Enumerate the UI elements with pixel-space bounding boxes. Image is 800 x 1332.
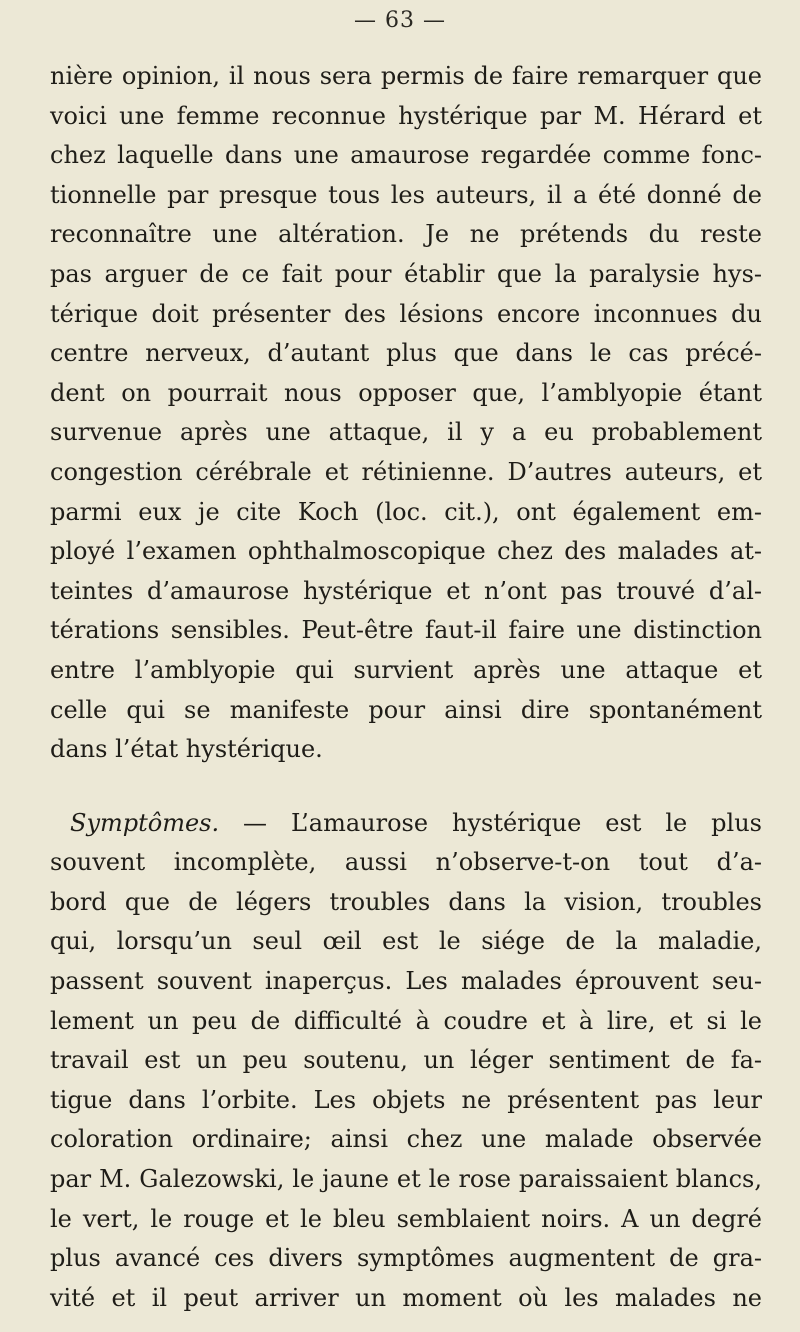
text-line: tigue dans l’orbite. Les objets ne présentent pas leur bbox=[50, 1085, 762, 1114]
text-line: centre nerveux, d’autant plus que dans le cas précé- bbox=[50, 339, 762, 368]
text-line: congestion cérébrale et rétinienne. D’autres auteurs, et bbox=[50, 457, 762, 486]
text-line: survenue après une attaque, il y a eu probablement bbox=[50, 418, 762, 447]
text-line: pas arguer de ce fait pour établir que la paralysie hys- bbox=[50, 259, 762, 288]
text-line: voici une femme reconnue hystérique par M. Hérard et bbox=[50, 101, 762, 130]
text-line: nière opinion, il nous sera permis de faire remarquer que bbox=[50, 62, 762, 90]
text-line: plus avancé ces divers symptômes augmentent de gra- bbox=[50, 1244, 762, 1273]
text-line: souvent incomplète, aussi n’observe-t-on tout d’a- bbox=[50, 848, 762, 877]
text-line: reconnaître une altération. Je ne prétends du reste bbox=[50, 220, 762, 249]
text-line: par M. Galezowski, le jaune et le rose paraissaient blancs, bbox=[50, 1165, 762, 1194]
text-line: tionnelle par presque tous les auteurs, il a été donné de bbox=[50, 180, 762, 209]
text-line: ployé l’examen ophthalmoscopique chez des malades at- bbox=[50, 537, 762, 566]
text-line: lement un peu de difficulté à coudre et à lire, et si le bbox=[50, 1006, 762, 1035]
text-line: térations sensibles. Peut-être faut-il faire une distinction bbox=[50, 616, 762, 645]
text-line: passent souvent inaperçus. Les malades éprouvent seu- bbox=[50, 967, 762, 996]
text-line: celle qui se manifeste pour ainsi dire spontanément bbox=[50, 695, 762, 724]
text-line: travail est un peu soutenu, un léger sentiment de fa- bbox=[50, 1046, 762, 1075]
text-line: dent on pourrait nous opposer que, l’amblyopie étant bbox=[50, 378, 762, 407]
text-line: vité et il peut arriver un moment où les malades ne bbox=[50, 1283, 762, 1312]
page-number: — 63 — bbox=[354, 8, 446, 33]
text-line: le vert, le rouge et le bleu semblaient noirs. A un degré bbox=[50, 1204, 762, 1233]
text-line: dans l’état hystérique. bbox=[50, 735, 323, 764]
paragraph-2 bbox=[50, 804, 762, 1319]
text-line: entre l’amblyopie qui survient après une attaque et bbox=[50, 655, 762, 684]
text-line: qui, lorsqu’un seul œil est le siége de la maladie, bbox=[50, 927, 762, 956]
text-line bbox=[50, 804, 762, 844]
text-line: bord que de légers troubles dans la vision, troubles bbox=[50, 887, 762, 916]
text-line: teintes d’amaurose hystérique et n’ont pas trouvé d’al- bbox=[50, 576, 762, 605]
paragraph-gap bbox=[50, 770, 762, 804]
text-line: coloration ordinaire; ainsi chez une malade observée bbox=[50, 1125, 762, 1154]
paragraph-1 bbox=[50, 57, 762, 770]
text-line: chez laquelle dans une amaurose regardée comme fonc- bbox=[50, 141, 762, 170]
section-heading: Symptômes. bbox=[70, 808, 220, 837]
body-text bbox=[50, 57, 762, 1318]
heading-line-text: — L’amaurose hystérique est le plus bbox=[219, 808, 762, 837]
text-line: parmi eux je cite Koch (loc. cit.), ont également em- bbox=[50, 497, 762, 526]
text-line: térique doit présenter des lésions encore inconnues du bbox=[50, 299, 762, 328]
